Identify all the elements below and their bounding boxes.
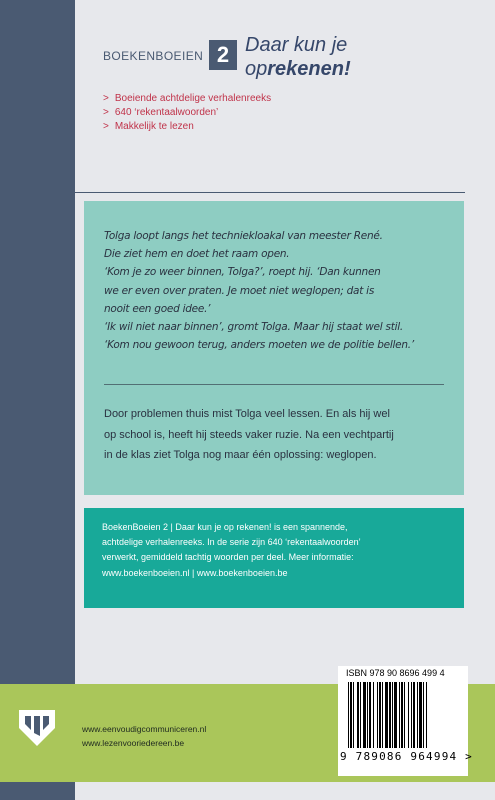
publisher-url[interactable]: www.eenvoudigcommuniceren.nl	[82, 724, 207, 734]
feature-item: > 640 ‘rekentaalwoorden’	[103, 107, 219, 118]
quote-line: ‘Ik wil niet naar binnen’, gromt Tolga. Maar hij staat wel stil.	[104, 321, 403, 334]
logo-prefix: BOEKEN	[103, 49, 156, 63]
logo-tagline-line1: Daar kun je	[245, 34, 348, 56]
feature-item: > Boeiende achtdelige verhalenreeks	[103, 93, 272, 104]
spine-band	[0, 0, 75, 800]
feature-list	[103, 92, 271, 134]
summary-line: Door problemen thuis mist Tolga veel lessen. En als hij wel	[104, 408, 390, 420]
barcode-icon	[346, 682, 461, 748]
chevron-right-icon: >	[103, 107, 109, 118]
quote-line: Die ziet hem en doet het raam open.	[104, 248, 290, 261]
quote-line: ‘Kom nou gewoon terug, anders moeten we de politie bellen.’	[104, 339, 414, 352]
info-line: www.boekenboeien.nl | www.boekenboeien.be	[102, 567, 288, 578]
publisher-url[interactable]: www.lezenvooriedereen.be	[82, 738, 185, 748]
quote-line: ‘Kom je zo weer binnen, Tolga?’, roept hij. ‘Dan kunnen	[104, 266, 381, 279]
info-line: BoekenBoeien 2 | Daar kun je op rekenen! is een spannende,	[102, 522, 348, 532]
logo-tagline-line2: oprekenen!	[245, 58, 351, 80]
chevron-right-icon: >	[103, 93, 109, 104]
publisher-logo-icon	[15, 706, 59, 750]
divider-line	[75, 192, 465, 193]
info-line: verwerkt, gemiddeld tachtig woorden per deel. Meer informatie:	[102, 552, 354, 563]
publisher-urls	[82, 722, 206, 750]
barcode-block	[338, 666, 473, 776]
summary-line: op school is, heeft hij steeds vaker ruzie. Na een vechtpartij	[104, 428, 394, 441]
series-info-text	[102, 520, 452, 581]
excerpt-divider	[104, 384, 444, 385]
isbn-text: ISBN 978 90 8696 499 4	[346, 668, 445, 678]
summary-text	[104, 404, 459, 466]
barcode-number: 9 789086 964994 >	[340, 750, 473, 763]
series-info-box	[84, 508, 464, 608]
info-line: achtdelige verhalenreeks. In de serie zijn 640 ‘rekentaalwoorden’	[102, 537, 361, 548]
quote-line: Tolga loopt langs het techniekloakal van meester René.	[104, 230, 383, 242]
quote-line: nooit een goed idee.’	[104, 302, 211, 315]
chevron-right-icon: >	[103, 121, 109, 132]
logo-number: 2	[209, 40, 237, 70]
series-logo	[103, 34, 473, 84]
excerpt-quote	[104, 227, 454, 354]
logo-suffix: BOEIEN	[155, 49, 204, 63]
excerpt-box	[84, 201, 464, 495]
quote-line: we er even over praten. Je moet niet weglopen; dat is	[104, 284, 375, 297]
summary-line: in de klas ziet Tolga nog maar één oplossing: weglopen.	[104, 449, 377, 461]
feature-item: > Makkelijk te lezen	[103, 121, 194, 132]
